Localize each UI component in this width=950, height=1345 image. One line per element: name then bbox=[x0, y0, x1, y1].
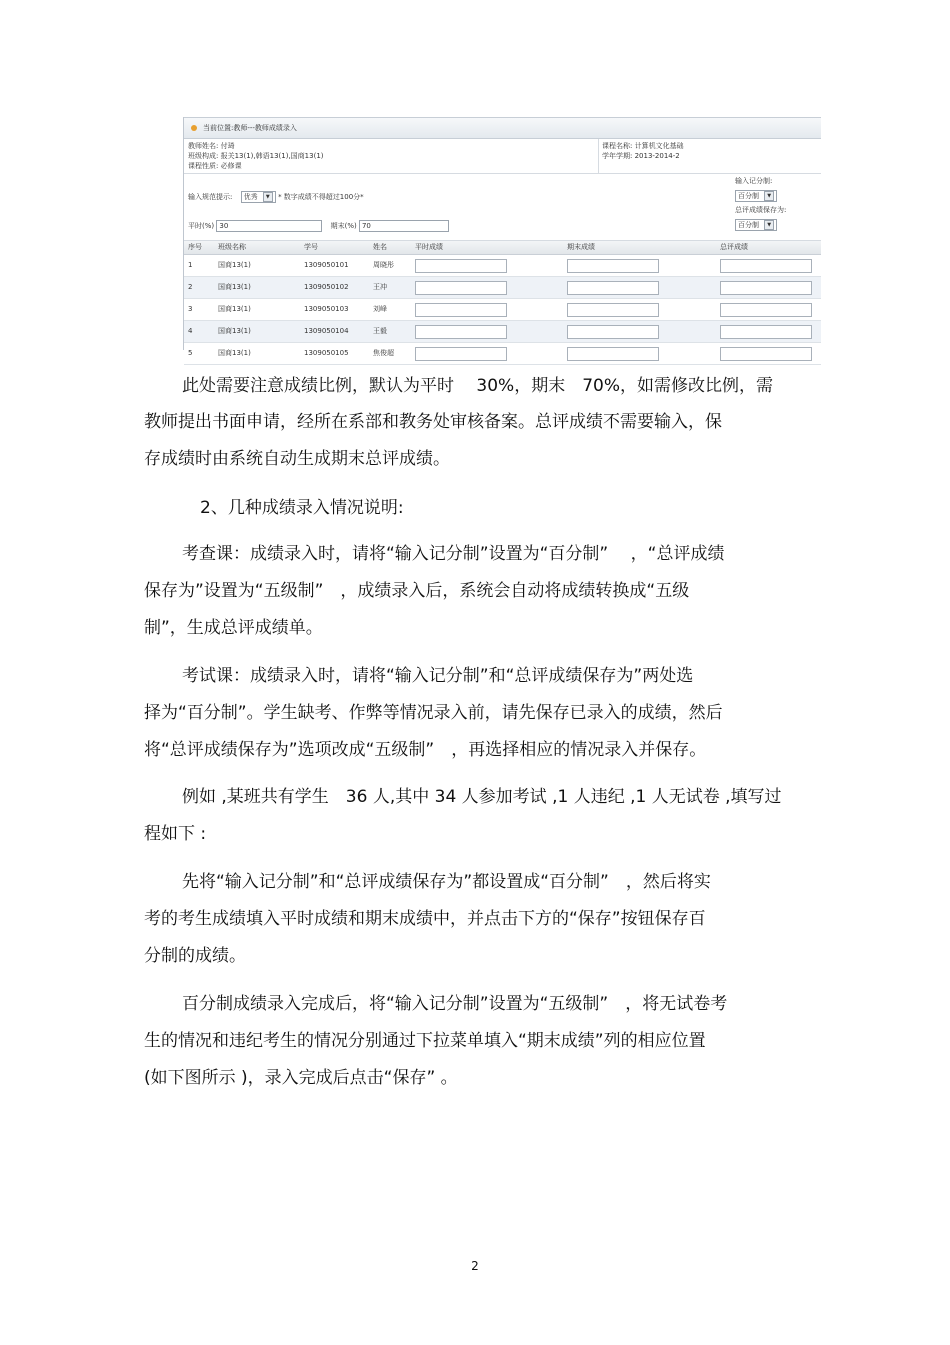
total-score-input[interactable] bbox=[720, 303, 812, 317]
final-label: 期末(%) bbox=[330, 222, 357, 230]
paragraph-line: 考试课：成绩录入时，请将“输入记分制”和“总评成绩保存为”两处选 bbox=[182, 666, 694, 686]
paragraph-line: (如下图所示 )，录入完成后点击“保存” 。 bbox=[144, 1068, 458, 1088]
header-no: 序号 bbox=[184, 241, 214, 255]
usual-score-input[interactable] bbox=[415, 325, 507, 339]
usual-score-input[interactable] bbox=[415, 281, 507, 295]
range-label: 输入规范提示: bbox=[188, 193, 233, 201]
table-row: 3 国商13(1) 1309050103 刘峰 bbox=[184, 299, 821, 321]
final-score-input[interactable] bbox=[567, 303, 659, 317]
chevron-down-icon: ▼ bbox=[263, 192, 273, 202]
paragraph-line: 分制的成绩。 bbox=[144, 946, 246, 966]
header-usual: 平时成绩 bbox=[411, 241, 563, 255]
final-score-input[interactable] bbox=[567, 259, 659, 273]
score-settings bbox=[184, 174, 821, 241]
header-class: 班级名称 bbox=[214, 241, 300, 255]
save-scale-select[interactable]: 百分制 ▼ bbox=[735, 219, 777, 231]
range-note: * 数字成绩不得超过100分* bbox=[278, 193, 364, 201]
breadcrumb-bar bbox=[184, 117, 821, 139]
paragraph-line: 存成绩时由系统自动生成期末总评成绩。 bbox=[144, 449, 450, 469]
usual-score-input[interactable] bbox=[415, 347, 507, 361]
course-info bbox=[184, 139, 821, 174]
input-scale-select[interactable]: 百分制 ▼ bbox=[735, 190, 777, 202]
table-header bbox=[184, 241, 821, 255]
save-scale-label: 总评成绩保存为: bbox=[735, 206, 787, 214]
teacher-name: 教师姓名: 付琦 bbox=[188, 142, 235, 150]
grade-entry-screenshot bbox=[183, 117, 821, 357]
usual-ratio-input[interactable]: 30 bbox=[216, 220, 322, 232]
table-row: 2 国商13(1) 1309050102 王冲 bbox=[184, 277, 821, 299]
paragraph-line: 制”，生成总评成绩单。 bbox=[144, 618, 323, 638]
final-score-input[interactable] bbox=[567, 281, 659, 295]
course-type: 课程性质: 必修课 bbox=[188, 162, 242, 170]
header-id: 学号 bbox=[300, 241, 369, 255]
usual-score-input[interactable] bbox=[415, 303, 507, 317]
page-number: 2 bbox=[471, 1259, 479, 1273]
usual-score-input[interactable] bbox=[415, 259, 507, 273]
paragraph-line: 教师提出书面申请，经所在系部和教务处审核备案。总评成绩不需要输入，保 bbox=[144, 412, 722, 432]
total-score-input[interactable] bbox=[720, 259, 812, 273]
total-score-input[interactable] bbox=[720, 281, 812, 295]
total-score-input[interactable] bbox=[720, 325, 812, 339]
chevron-down-icon: ▼ bbox=[764, 220, 774, 230]
final-ratio-input[interactable]: 70 bbox=[359, 220, 449, 232]
table-row: 5 国商13(1) 1309050105 焦俊超 bbox=[184, 343, 821, 365]
header-name: 姓名 bbox=[369, 241, 411, 255]
paragraph-line: 先将“输入记分制”和“总评成绩保存为”都设置成“百分制” ，然后将实 bbox=[182, 872, 711, 892]
table-row: 1 国商13(1) 1309050101 周晓彤 bbox=[184, 255, 821, 277]
paragraph-line: 百分制成绩录入完成后，将“输入记分制”设置为“五级制” ，将无试卷考 bbox=[182, 994, 728, 1014]
usual-label: 平时(%) bbox=[188, 222, 215, 230]
paragraph-line: 保存为”设置为“五级制” ，成绩录入后，系统会自动将成绩转换成“五级 bbox=[144, 581, 690, 601]
input-scale-label: 输入记分制: bbox=[735, 177, 773, 185]
paragraph-line: 考的考生成绩填入平时成绩和期末成绩中，并点击下方的“保存”按钮保存百 bbox=[144, 909, 706, 929]
breadcrumb: 当前位置:教师---教师成绩录入 bbox=[203, 123, 297, 132]
paragraph-line: 择为“百分制”。学生缺考、作弊等情况录入前，请先保存已录入的成绩，然后 bbox=[144, 703, 723, 723]
grade-table bbox=[184, 241, 821, 365]
chevron-down-icon: ▼ bbox=[764, 191, 774, 201]
section-heading: 2、几种成绩录入情况说明: bbox=[200, 498, 404, 518]
paragraph-line: 例如 ,某班共有学生 36 人,其中 34 人参加考试 ,1 人违纪 ,1 人无试卷 ,填写过 bbox=[182, 787, 782, 807]
paragraph-line: 生的情况和违纪考生的情况分别通过下拉菜单填入“期末成绩”列的相应位置 bbox=[144, 1031, 706, 1051]
final-score-input[interactable] bbox=[567, 325, 659, 339]
term: 学年学期: 2013-2014-2 bbox=[602, 152, 680, 160]
range-select[interactable]: 优秀 ▼ bbox=[241, 191, 276, 203]
course-name: 课程名称: 计算机文化基础 bbox=[602, 142, 684, 150]
total-score-input[interactable] bbox=[720, 347, 812, 361]
location-icon bbox=[191, 125, 197, 131]
header-final: 期末成绩 bbox=[563, 241, 716, 255]
class-composition: 班级构成: 报关13(1),韩语13(1),国商13(1) bbox=[188, 152, 324, 160]
paragraph-line: 此处需要注意成绩比例，默认为平时 30%，期末 70%，如需修改比例，需 bbox=[182, 376, 773, 396]
paragraph-line: 考查课：成绩录入时，请将“输入记分制”设置为“百分制” ，“总评成绩 bbox=[182, 544, 725, 564]
header-total: 总评成绩 bbox=[716, 241, 821, 255]
paragraph-line: 程如下 : bbox=[144, 824, 207, 844]
paragraph-line: 将“总评成绩保存为”选项改成“五级制” ，再选择相应的情况录入并保存。 bbox=[144, 740, 707, 760]
final-score-input[interactable] bbox=[567, 347, 659, 361]
table-row: 4 国商13(1) 1309050104 王毅 bbox=[184, 321, 821, 343]
